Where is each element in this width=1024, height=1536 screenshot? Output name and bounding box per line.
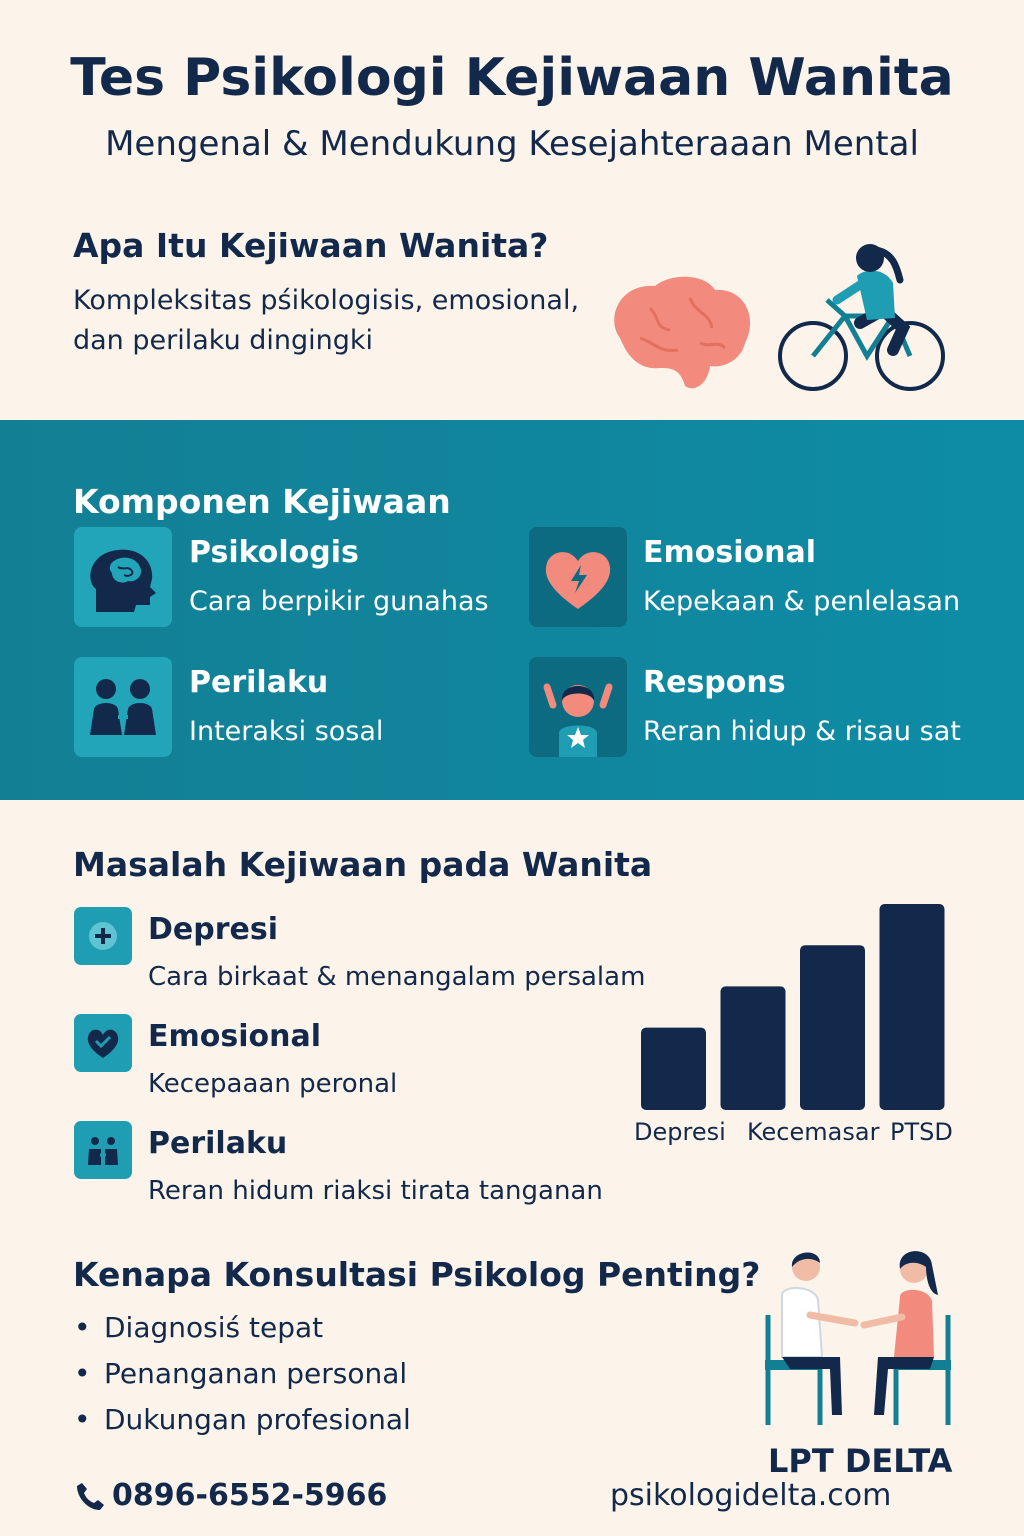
component-name-perilaku: Perilaku [189, 665, 329, 700]
problem-name-depresi: Depresi [148, 912, 279, 947]
component-name-respons: Respons [643, 665, 786, 700]
phone-icon [74, 1480, 106, 1512]
website-link[interactable]: psikologidelta.com [610, 1478, 892, 1513]
problem-name-perilaku: Perilaku [148, 1126, 288, 1161]
chart-bar [800, 945, 865, 1110]
why-bullet: • Dukungan profesional [74, 1403, 411, 1436]
woman-cycling-icon [775, 238, 950, 398]
why-bullet: • Diagnosiś tepat [74, 1311, 323, 1344]
heart-bolt-icon [529, 527, 627, 627]
why-heading: Kenapa Konsultasi Psikolog Penting? [73, 1255, 761, 1294]
heart-icon [74, 1014, 132, 1072]
chart-x-label: Depresi [634, 1118, 726, 1146]
chart-bar [641, 1028, 706, 1110]
intro-line-2: dan perilaku dingingki [73, 325, 374, 356]
consultation-icon [760, 1245, 960, 1435]
page-subtitle: Mengenal & Mendukung Kesejahteraaan Mental [105, 124, 919, 164]
phone-number[interactable]: 0896-6552-5966 [112, 1478, 388, 1513]
plus-icon [74, 907, 132, 965]
intro-heading: Apa Itu Kejiwaan Wanita? [73, 226, 549, 265]
problem-desc-depresi: Cara birkaat & menangalam persalam [148, 962, 646, 992]
problem-desc-perilaku: Reran hidum riaksi tirata tanganan [148, 1176, 603, 1206]
problem-name-emosional: Emosional [148, 1019, 321, 1054]
chart-bar [880, 904, 945, 1110]
intro-line-1: Kompleksitas pśikologisis, emosional, [73, 285, 580, 316]
chart-bar [721, 986, 786, 1110]
component-desc-respons: Reran hidup & risau sat [643, 716, 961, 747]
component-desc-psikologis: Cara berpikir gunahas [189, 586, 489, 617]
family-icon [74, 1121, 132, 1179]
components-section [0, 420, 1024, 800]
brain-icon [600, 268, 760, 398]
components-heading: Komponen Kejiwaan [73, 482, 451, 521]
problem-desc-emosional: Kecepaaan peronal [148, 1069, 398, 1099]
problems-heading: Masalah Kejiwaan pada Wanita [73, 845, 653, 884]
woman-star-icon [529, 657, 627, 757]
head-brain-icon [74, 527, 172, 627]
component-desc-perilaku: Interaksi sosal [189, 716, 384, 747]
page-title: Tes Psikologi Kejiwaan Wanita [70, 48, 954, 108]
why-bullet: • Penanganan personal [74, 1357, 407, 1390]
people-icon [74, 657, 172, 757]
problems-bar-chart [630, 890, 960, 1110]
chart-x-label: PTSD [890, 1118, 953, 1146]
chart-x-label: Kecemasar [747, 1118, 880, 1146]
component-desc-emosional: Kepekaan & penlelasan [643, 586, 961, 617]
component-name-emosional: Emosional [643, 535, 816, 570]
brand-name: LPT DELTA [768, 1442, 953, 1480]
component-name-psikologis: Psikologis [189, 535, 359, 570]
